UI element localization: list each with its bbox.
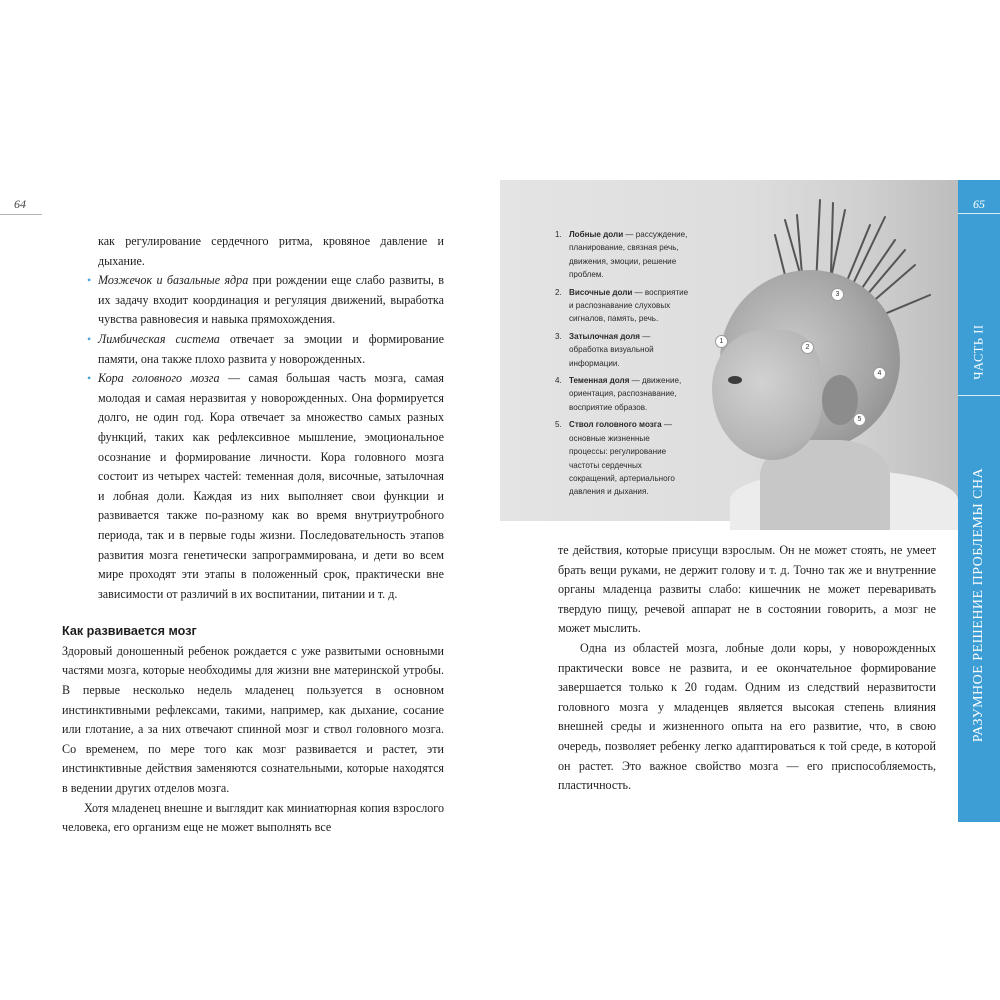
brain-parts-list: [62, 271, 444, 604]
list-item: [87, 271, 444, 330]
legend-term: Височные доли: [569, 287, 633, 297]
list-item-term: Мозжечок и базальные ядра: [98, 273, 249, 288]
header-rule-left: [0, 214, 42, 215]
legend-item: [555, 330, 690, 370]
legend-text: — рассуждение, планирование, связная речь, движения, эмоции, решение проблем.: [569, 230, 688, 280]
legend-text: — движение, ориентация, распознавание, восприятие образов.: [569, 376, 682, 412]
part-label: ЧАСТЬ II: [971, 324, 986, 380]
list-item-text: отвечает за эмоции и формирование памяти, она также плохо развита у новорожденных.: [98, 331, 444, 366]
spine-separator: [958, 395, 1000, 396]
legend-number: 5.: [555, 420, 562, 430]
legend-term: Лобные доли: [569, 230, 624, 239]
spine-rule: [958, 213, 1000, 214]
legend-item: [555, 286, 690, 326]
body-paragraph: Здоровый доношенный ребенок рождается с уже развитыми основными частями мозга, которые необходимы для жизни вне материнской утробы. В первые несколько недель младенец пользуется в основном инстинктивными рефлексами, такими, например, как дыхание, сосание или глотание, а за них отвечают спинной мозг и ствол головного мозга. Со временем, по мере того как мозг развивается и растет, эти инстинктивные действия заменяются сознательными, которые находятся в ведении других отделов мозга.: [62, 643, 444, 796]
list-item-text: при рождении еще слабо развиты, в их задачу входит координация и регуляция движений, выработка чувства равновесия и навыка прямохождения.: [98, 273, 444, 327]
continuation-text: как регулирование сердечного ритма, кровяное давление и дыхание.: [98, 234, 444, 268]
body-paragraph: те действия, которые присущи взрослым. Он не может стоять, не умеет брать вещи руками, не держит голову и т. д. Точно так же и внутренние органы младенца развиты слабо: кишечник не может переваривать твердую пищу, речевой аппарат не в состоянии говорить, а мозг не может мыслить.: [558, 543, 936, 636]
left-text-column: [62, 232, 444, 838]
list-item: [87, 330, 444, 369]
body-paragraph: Одна из областей мозга, лобные доли коры, у новорожденных практически вовсе не развита, и ее окончательное формирование завершается только к 20 годам. Одним из следствий неразвитости головного мозга у младенцев является высокая степень влияния внешней среды и жизненного опыта на его развитие, что, в свою очередь, позволяет ребенку легко адаптироваться к той среде, в которой он растет. Это важное свойство мозга — его приспособляемость, пластичность.: [558, 640, 936, 793]
legend-number: 4.: [555, 376, 562, 386]
legend-number: 1.: [555, 230, 562, 239]
marker-temporal: 2: [801, 341, 814, 354]
legend-text: — обработка визуальной информации.: [569, 331, 654, 368]
bullet-icon: •: [87, 273, 92, 288]
right-text-column: [558, 541, 936, 796]
legend-number: 2.: [555, 287, 562, 297]
legend-item: [555, 418, 690, 498]
legend-number: 3.: [555, 331, 562, 341]
bullet-icon: •: [87, 371, 92, 386]
legend-text: — восприятие и распознавание слуховых сигналов, память, речь.: [569, 287, 689, 324]
marker-occipital: 3: [831, 288, 844, 301]
legend-item: [555, 228, 690, 282]
list-item-term: Лимбическая система: [98, 331, 220, 346]
list-item: [87, 369, 444, 604]
legend-item: [555, 374, 690, 414]
legend-term: Ствол головного мозга: [569, 420, 662, 430]
legend-term: Затылочная доля: [569, 331, 641, 341]
page-number-left: 64: [14, 197, 26, 211]
section-heading: Как развивается мозг: [62, 624, 197, 639]
page-number-right: 65: [973, 197, 985, 211]
marker-brainstem: 5: [853, 413, 866, 426]
legend-text: — основные жизненные процессы: регулирование частоты сердечных сокращений, артериального давления и дыхания.: [569, 420, 675, 497]
bullet-icon: •: [87, 331, 92, 346]
marker-frontal: 1: [715, 335, 728, 348]
list-item-text: — самая большая часть мозга, самая молодая и самая неразвитая у новорожденных. Она формируется долго, не один год. Кора отвечает за множество самых разных функций, таких как рефлексивное мышление, эмоциональное осознание и формирование личности. Кора головного мозга состоит из четырех частей: теменная доля, височные, затылочная и лобная доли. Каждая из них выполняет свои функции и развивается также по-разному как во время внутриутробного периода, так и в первые годы жизни. Последовательность этапов развития мозга генетически запрограммирована, и дети во всем мире проходят эти этапы в положенный срок, практически вне зависимости от различий в их воспитании, питании и т. д.: [98, 371, 444, 601]
marker-parietal: 4: [873, 367, 886, 380]
body-paragraph: Хотя младенец внешне и выглядит как миниатюрная копия взрослого человека, его организм еще не может выполнять все: [62, 800, 444, 835]
list-item-term: Кора головного мозга: [98, 371, 220, 386]
baby-eye-shape: [728, 376, 742, 384]
book-title-vertical: РАЗУМНОЕ РЕШЕНИЕ ПРОБЛЕМЫ СНА: [971, 467, 986, 743]
brain-lobes-legend: [555, 228, 690, 503]
legend-term: Теменная доля: [569, 376, 630, 386]
